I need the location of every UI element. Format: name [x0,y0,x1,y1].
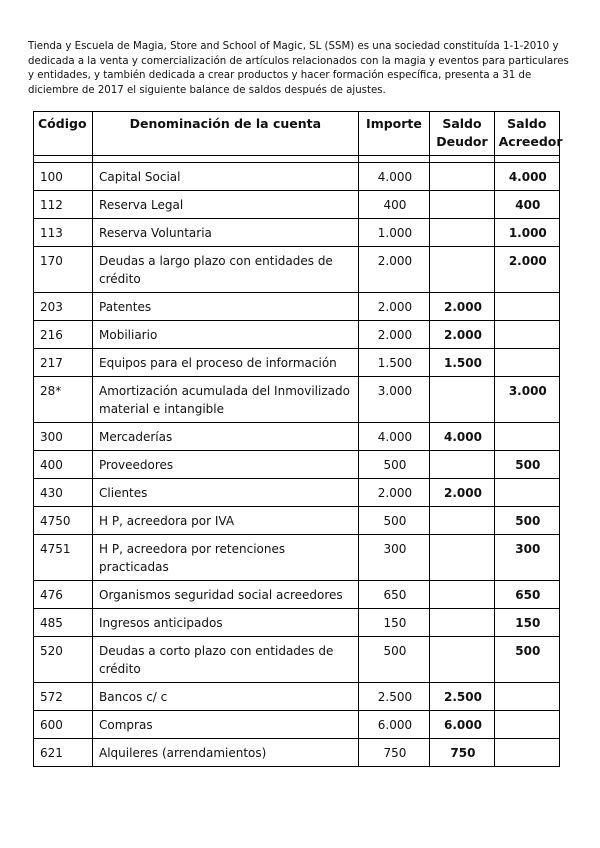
table-row [34,349,560,377]
account-name: Reserva Legal [93,191,359,219]
amount-saldo-acreedor: 1.000 [494,219,559,247]
account-name: Reserva Voluntaria [93,219,359,247]
header-saldo-acreedor: Saldo Acreedor [494,112,559,156]
account-code: 28* [34,377,93,423]
amount-saldo-acreedor: 650 [494,581,559,609]
table-row [34,247,560,293]
account-name: H P, acreedora por retenciones practicadas [93,535,359,581]
amount-saldo-acreedor [494,321,559,349]
amount-importe: 6.000 [358,711,430,739]
account-name: Proveedores [93,451,359,479]
amount-saldo-deudor [430,219,494,247]
amount-saldo-acreedor: 500 [494,637,559,683]
amount-saldo-deudor: 2.500 [430,683,494,711]
account-code: 112 [34,191,93,219]
amount-saldo-acreedor: 500 [494,451,559,479]
account-code: 520 [34,637,93,683]
amount-saldo-deudor [430,609,494,637]
amount-saldo-deudor [430,451,494,479]
amount-importe: 300 [358,535,430,581]
amount-saldo-acreedor [494,711,559,739]
amount-saldo-deudor [430,247,494,293]
spacer-cell [494,156,559,163]
amount-saldo-deudor: 4.000 [430,423,494,451]
account-code: 400 [34,451,93,479]
amount-saldo-deudor [430,377,494,423]
amount-importe: 150 [358,609,430,637]
amount-saldo-deudor [430,507,494,535]
account-name: H P, acreedora por IVA [93,507,359,535]
account-code: 430 [34,479,93,507]
account-code: 216 [34,321,93,349]
table-row [34,321,560,349]
amount-importe: 2.000 [358,479,430,507]
amount-importe: 2.000 [358,293,430,321]
account-code: 600 [34,711,93,739]
account-name: Clientes [93,479,359,507]
account-name: Alquileres (arrendamientos) [93,739,359,767]
amount-importe: 2.000 [358,321,430,349]
amount-saldo-deudor: 6.000 [430,711,494,739]
account-name: Bancos c/ c [93,683,359,711]
account-name: Patentes [93,293,359,321]
amount-saldo-acreedor [494,683,559,711]
amount-importe: 650 [358,581,430,609]
table-row [34,377,560,423]
account-name: Mercaderías [93,423,359,451]
amount-saldo-deudor: 2.000 [430,293,494,321]
account-name: Deudas a largo plazo con entidades de crédito [93,247,359,293]
amount-saldo-acreedor: 4.000 [494,163,559,191]
amount-saldo-deudor [430,163,494,191]
account-code: 170 [34,247,93,293]
amount-importe: 4.000 [358,423,430,451]
spacer-cell [358,156,430,163]
account-code: 203 [34,293,93,321]
header-codigo: Código [34,112,93,156]
table-row [34,739,560,767]
account-code: 300 [34,423,93,451]
amount-saldo-deudor: 2.000 [430,479,494,507]
amount-importe: 750 [358,739,430,767]
table-row [34,637,560,683]
amount-saldo-acreedor [494,349,559,377]
amount-importe: 1.500 [358,349,430,377]
table-row [34,581,560,609]
account-code: 113 [34,219,93,247]
amount-saldo-acreedor [494,479,559,507]
amount-saldo-acreedor: 3.000 [494,377,559,423]
table-header-row [34,112,560,156]
spacer-cell [93,156,359,163]
amount-saldo-acreedor: 300 [494,535,559,581]
spacer-cell [430,156,494,163]
table-row [34,423,560,451]
table-row [34,479,560,507]
amount-saldo-acreedor: 400 [494,191,559,219]
account-name: Organismos seguridad social acreedores [93,581,359,609]
balance-table-body [34,156,560,767]
header-importe: Importe [358,112,430,156]
amount-saldo-deudor: 750 [430,739,494,767]
balance-table [33,111,563,767]
amount-importe: 500 [358,451,430,479]
amount-saldo-deudor [430,581,494,609]
table-row [34,451,560,479]
account-name: Compras [93,711,359,739]
spacer-cell [34,156,93,163]
account-name: Amortización acumulada del Inmovilizado material e intangible [93,377,359,423]
account-name: Ingresos anticipados [93,609,359,637]
amount-importe: 500 [358,637,430,683]
amount-importe: 400 [358,191,430,219]
amount-saldo-deudor [430,191,494,219]
account-code: 485 [34,609,93,637]
amount-saldo-deudor [430,637,494,683]
account-code: 100 [34,163,93,191]
account-code: 217 [34,349,93,377]
amount-importe: 4.000 [358,163,430,191]
amount-saldo-deudor [430,535,494,581]
table-row [34,507,560,535]
account-code: 4751 [34,535,93,581]
amount-importe: 2.500 [358,683,430,711]
table-row [34,683,560,711]
amount-saldo-acreedor: 500 [494,507,559,535]
amount-saldo-acreedor: 2.000 [494,247,559,293]
table-row [34,535,560,581]
header-denominacion: Denominación de la cuenta [93,112,359,156]
account-name: Mobiliario [93,321,359,349]
table-row [34,293,560,321]
amount-importe: 500 [358,507,430,535]
amount-saldo-acreedor [494,293,559,321]
account-name: Equipos para el proceso de información [93,349,359,377]
account-name: Deudas a corto plazo con entidades de crédito [93,637,359,683]
amount-saldo-deudor: 2.000 [430,321,494,349]
amount-saldo-acreedor [494,739,559,767]
intro-paragraph: Tienda y Escuela de Magia, Store and School of Magic, SL (SSM) es una sociedad constituída 1-1-2010 y dedicada a la venta y comercialización de artículos relacionados con la magia y eventos para particulares y entidades, y también dedicada a crear productos y hacer formación específica, presenta a 31 de diciembre de 2017 el siguiente balance de saldos después de ajustes. [28,41,569,96]
account-name: Capital Social [93,163,359,191]
amount-importe: 1.000 [358,219,430,247]
amount-saldo-acreedor: 150 [494,609,559,637]
account-code: 572 [34,683,93,711]
table-row [34,609,560,637]
table-row [34,219,560,247]
table-row [34,191,560,219]
amount-importe: 2.000 [358,247,430,293]
account-code: 621 [34,739,93,767]
amount-saldo-deudor: 1.500 [430,349,494,377]
header-spacer-row [34,156,560,163]
table-row [34,163,560,191]
amount-importe: 3.000 [358,377,430,423]
account-code: 4750 [34,507,93,535]
amount-saldo-acreedor [494,423,559,451]
account-code: 476 [34,581,93,609]
header-saldo-deudor: Saldo Deudor [430,112,494,156]
table-row [34,711,560,739]
